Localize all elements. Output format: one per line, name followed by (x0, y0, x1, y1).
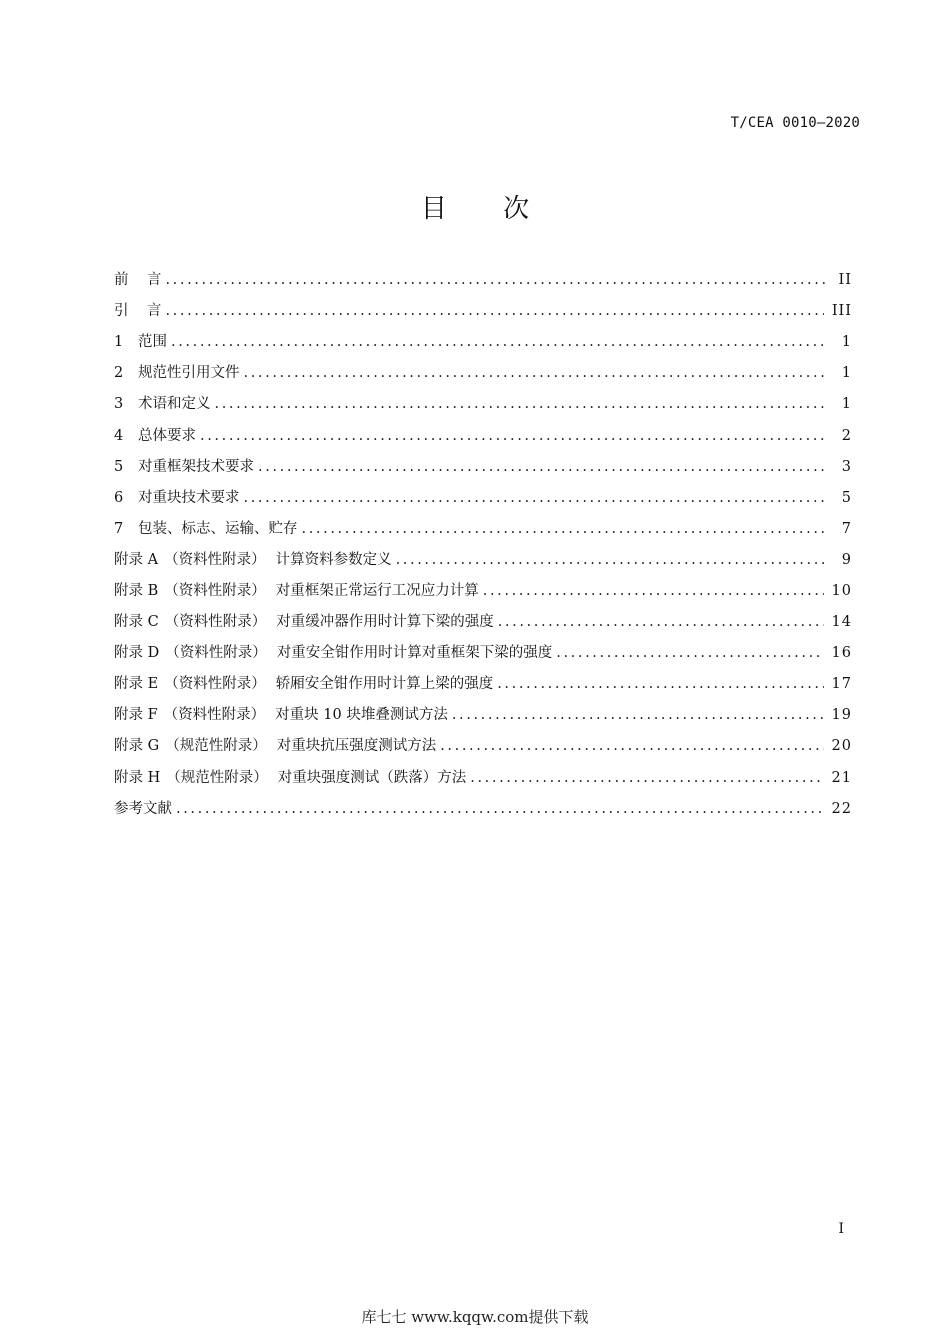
toc-leader-dots (200, 421, 826, 452)
toc-appendix-class: （规范性附录） (165, 738, 267, 755)
toc-appendix-id: 附录 A (114, 551, 159, 568)
toc-leader-dots (171, 327, 826, 358)
toc-entry-title: 规范性引用文件 (138, 365, 240, 382)
toc-appendix-id: 附录 F (114, 707, 158, 724)
toc-entry-page: 7 (841, 520, 852, 537)
toc-appendix-id: 附录 C (114, 614, 159, 631)
toc-entry-page: 16 (831, 645, 852, 662)
toc-entry-title: 范围 (138, 334, 167, 351)
toc-entry-page: II (838, 272, 852, 289)
toc-entry-section-5[interactable] (114, 452, 852, 483)
toc-entry-section-1[interactable] (114, 327, 852, 358)
toc-entry-page: 1 (841, 334, 852, 351)
toc-entry-title: 对重块技术要求 (138, 489, 240, 506)
toc-entry-foreword[interactable] (114, 265, 852, 296)
toc-entry-number: 7 (114, 520, 124, 537)
toc-entry-page: 5 (841, 489, 852, 506)
toc-entry-page: 9 (841, 551, 852, 568)
toc-entry-page: 14 (831, 614, 852, 631)
toc-entry-label (114, 638, 556, 669)
toc-entry-page: 1 (841, 365, 852, 382)
toc-entry-title: 计算资料参数定义 (275, 551, 392, 568)
toc-entry-label (114, 514, 302, 545)
toc-appendix-class: （资料性附录） (165, 645, 267, 662)
toc-entry-appendix-d[interactable] (114, 638, 852, 669)
toc-entry-title: 对重框架正常运行工况应力计算 (275, 582, 479, 599)
toc-entry-number: 2 (114, 365, 124, 382)
page-title: 目 次 (420, 194, 554, 224)
toc-entry-title: 对重框架技术要求 (138, 458, 254, 475)
toc-entry-section-6[interactable] (114, 483, 852, 514)
toc-appendix-class: （资料性附录） (164, 676, 266, 693)
toc-entry-label (114, 327, 171, 358)
toc-entry-page: 19 (831, 707, 852, 724)
toc-entry-label (114, 452, 258, 483)
toc-appendix-id: 附录 H (114, 769, 161, 786)
toc-leader-dots (396, 545, 826, 576)
toc-entry-page: 10 (831, 582, 852, 599)
toc-entry-introduction[interactable] (114, 296, 852, 327)
toc-entry-title: 术语和定义 (138, 396, 211, 413)
toc-appendix-id: 附录 E (114, 676, 159, 693)
toc-entry-page: 1 (841, 396, 852, 413)
toc-entry-title: 轿厢安全钳作用时计算上梁的强度 (275, 676, 494, 693)
toc-leader-dots (452, 700, 824, 731)
toc-leader-dots (497, 669, 823, 700)
standard-code: T/CEA 0010—2020 (730, 115, 860, 131)
toc-entry-label (114, 421, 200, 452)
toc-entry-number: 5 (114, 458, 124, 475)
toc-entry-appendix-f[interactable] (114, 700, 852, 731)
toc-leader-dots (470, 763, 823, 794)
toc-appendix-class: （资料性附录） (164, 614, 267, 631)
table-of-contents (114, 265, 852, 825)
toc-leader-dots (165, 265, 826, 296)
toc-appendix-class: （资料性附录） (163, 707, 266, 724)
toc-entry-label (114, 576, 483, 607)
toc-entry-title: 对重缓冲器作用时计算下梁的强度 (276, 614, 494, 631)
toc-leader-dots (165, 296, 823, 327)
page-number: I (838, 1221, 844, 1237)
toc-entry-appendix-e[interactable] (114, 669, 852, 700)
toc-entry-section-2[interactable] (114, 358, 852, 389)
toc-leader-dots (176, 794, 824, 825)
toc-entry-label: 前 言 (114, 272, 162, 289)
toc-entry-appendix-b[interactable] (114, 576, 852, 607)
toc-appendix-id: 附录 D (114, 645, 160, 662)
toc-entry-title: 对重块 10 块堆叠测试方法 (275, 707, 448, 724)
toc-entry-title: 对重安全钳作用时计算对重框架下梁的强度 (276, 645, 553, 662)
toc-leader-dots (302, 514, 827, 545)
toc-entry-label (114, 358, 244, 389)
toc-entry-label (114, 700, 452, 731)
toc-entry-title: 包装、标志、运输、贮存 (138, 520, 298, 537)
toc-entry-number: 4 (114, 427, 124, 444)
toc-entry-page: III (831, 303, 852, 320)
toc-appendix-class: （资料性附录） (164, 551, 266, 568)
toc-entry-page: 20 (831, 738, 852, 755)
toc-entry-references[interactable] (114, 794, 852, 825)
toc-entry-section-3[interactable] (114, 389, 852, 420)
toc-leader-dots (244, 483, 827, 514)
toc-entry-title: 总体要求 (138, 427, 196, 444)
toc-entry-number: 6 (114, 489, 124, 506)
toc-entry-label (114, 763, 470, 794)
toc-entry-label (114, 607, 498, 638)
toc-entry-appendix-g[interactable] (114, 731, 852, 762)
toc-entry-label (114, 669, 497, 700)
toc-entry-label (114, 545, 396, 576)
toc-entry-page: 21 (831, 769, 852, 786)
toc-entry-appendix-a[interactable] (114, 545, 852, 576)
toc-entry-number: 3 (114, 396, 124, 413)
toc-leader-dots (498, 607, 824, 638)
toc-appendix-class: （资料性附录） (164, 582, 266, 599)
toc-entry-label: 参考文献 (114, 800, 172, 817)
toc-leader-dots (258, 452, 826, 483)
toc-entry-label (114, 731, 440, 762)
toc-entry-section-7[interactable] (114, 514, 852, 545)
toc-entry-title: 对重块抗压强度测试方法 (276, 738, 437, 755)
toc-appendix-class: （规范性附录） (166, 769, 268, 786)
toc-leader-dots (556, 638, 823, 669)
toc-leader-dots (215, 389, 827, 420)
footer-download-notice: 库七七 www.kqqw.com提供下载 (361, 1308, 589, 1326)
toc-entry-page: 22 (831, 800, 852, 817)
toc-entry-page: 17 (831, 676, 852, 693)
toc-appendix-id: 附录 G (114, 738, 160, 755)
toc-leader-dots (440, 731, 823, 762)
toc-entry-page: 2 (841, 427, 852, 444)
toc-entry-title: 对重块强度测试（跌落）方法 (277, 769, 467, 786)
toc-entry-section-4[interactable] (114, 420, 852, 451)
toc-leader-dots (244, 358, 827, 389)
toc-appendix-id: 附录 B (114, 582, 159, 599)
toc-entry-label (114, 483, 244, 514)
toc-entry-appendix-c[interactable] (114, 607, 852, 638)
toc-entry-label (114, 389, 215, 420)
toc-entry-label: 引 言 (114, 303, 162, 320)
toc-entry-number: 1 (114, 334, 124, 351)
toc-entry-page: 3 (841, 458, 852, 475)
toc-entry-appendix-h[interactable] (114, 763, 852, 794)
toc-leader-dots (483, 576, 824, 607)
